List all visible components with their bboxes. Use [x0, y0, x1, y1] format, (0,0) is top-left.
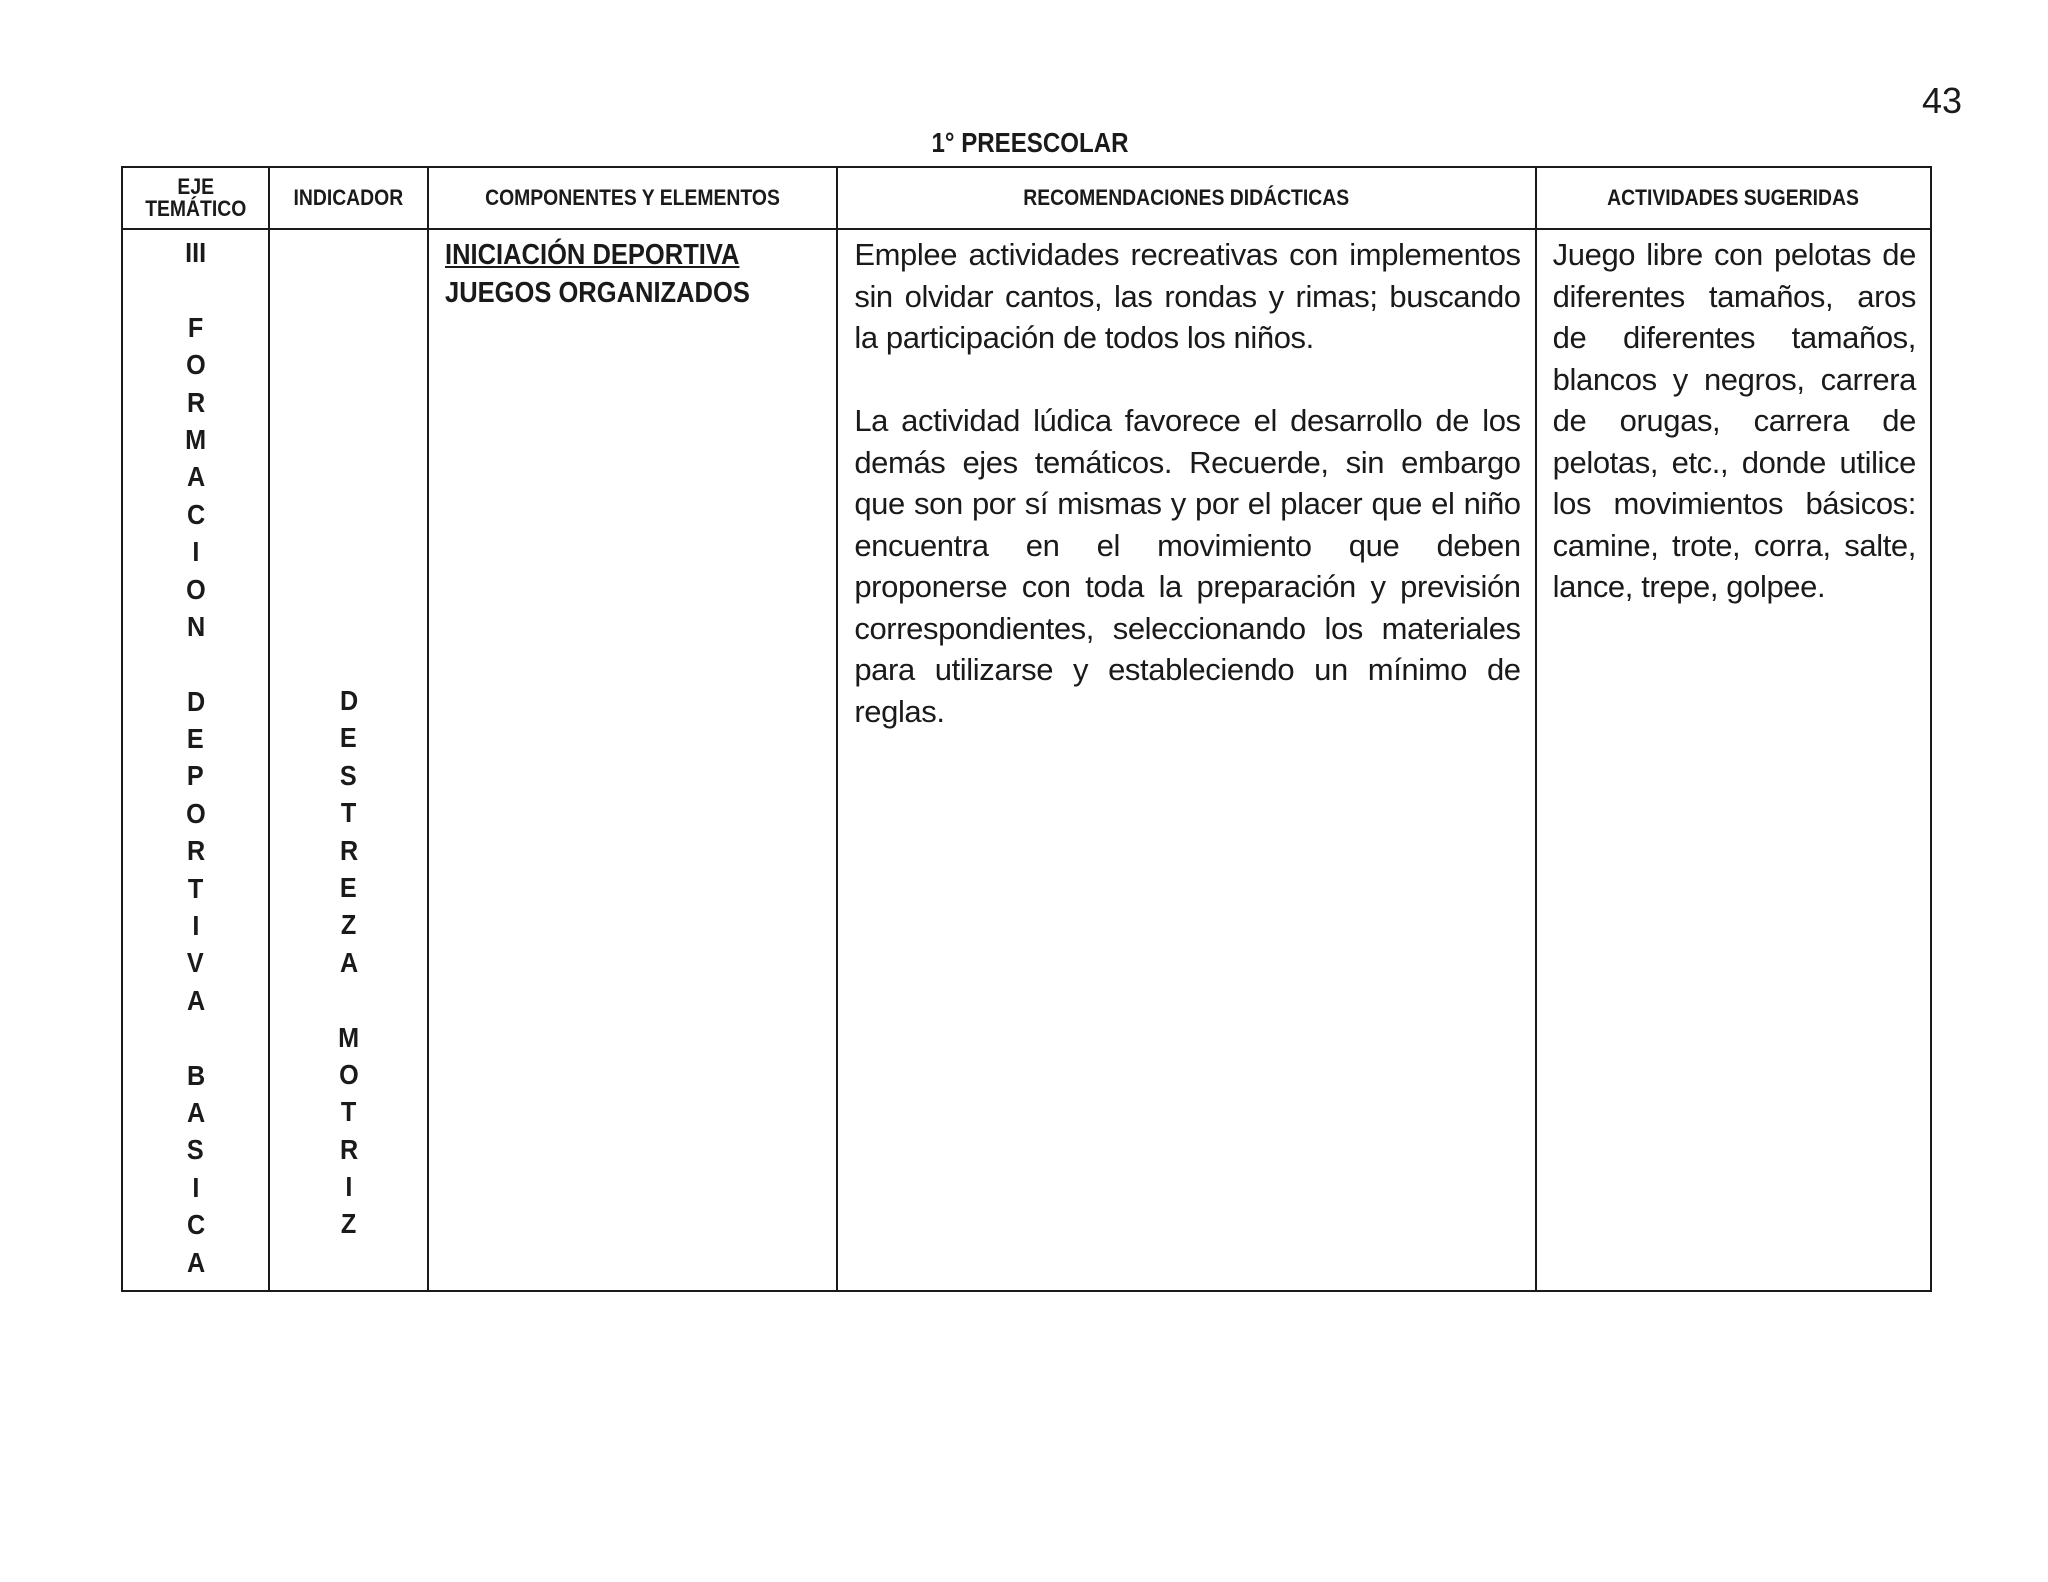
componente-iniciacion-deportiva: INICIACIÓN DEPORTIVA: [445, 239, 740, 271]
recomendacion-paragraph-1: Emplee actividades recreativas con implementos sin olvidar cantos, las rondas y rimas; buscando la participación de todos los niños.: [854, 237, 1521, 355]
indicador-letter: Z: [341, 909, 357, 941]
eje-letter: [192, 271, 199, 308]
indicador-letter: E: [340, 722, 358, 754]
header-recomendaciones-label: RECOMENDACIONES DIDÁCTICAS: [1023, 185, 1350, 210]
actividades-cell: [1536, 229, 1931, 1291]
eje-letter: A: [186, 1096, 205, 1128]
indicador-letter: S: [340, 759, 358, 791]
eje-letter: [192, 1019, 199, 1056]
eje-letter: C: [186, 1209, 205, 1241]
recomendacion-paragraph-2: La actividad lúdica favorece el desarrollo de los demás ejes temáticos. Recuerde, sin embargo que son por sí mismas y por el placer que el niño encuentra en el movimiento que deben proponerse con toda la preparación y previsión correspondientes, seleccionando los materiales para utilizarse y estableciendo un mínimo de reglas.: [854, 403, 1521, 729]
indicador-letter: E: [340, 871, 358, 903]
indicador-letter: T: [341, 1096, 357, 1128]
eje-letter: A: [186, 984, 205, 1016]
indicador-letter: [345, 981, 352, 1018]
header-indicador-label: INDICADOR: [293, 185, 404, 210]
eje-letter: N: [186, 610, 205, 642]
indicador-letter: A: [339, 946, 358, 978]
eje-tematico-cell: [122, 229, 269, 1291]
actividades-paragraph: Juego libre con pelotas de diferentes tamaños, aros de diferentes tamaños, blancos y negros, carrera de orugas, carrera de pelotas, etc., donde utilice los movimientos básicos: camine, trote, corra, salte, lance, trepe, golpee.: [1552, 237, 1916, 604]
eje-letter: O: [185, 349, 206, 381]
eje-letter: F: [188, 311, 204, 343]
header-componentes: [428, 167, 837, 229]
eje-letter: R: [186, 386, 205, 418]
eje-letter: I: [192, 910, 200, 942]
header-componentes-label: COMPONENTES Y ELEMENTOS: [485, 185, 781, 210]
eje-letter: [192, 645, 199, 682]
eje-tematico-vertical-text: [123, 230, 268, 1281]
indicador-letter: O: [338, 1058, 359, 1090]
header-indicador: [269, 167, 428, 229]
recomendaciones-cell: [837, 229, 1535, 1291]
indicador-cell: [269, 229, 428, 1291]
componente-juegos-organizados: JUEGOS ORGANIZADOS: [445, 277, 750, 309]
eje-letter: R: [186, 835, 205, 867]
header-eje-tematico: [122, 167, 269, 229]
eje-letter: B: [186, 1059, 205, 1091]
eje-letter: I: [192, 536, 200, 568]
eje-letter: S: [187, 1134, 205, 1166]
eje-letter: A: [186, 461, 205, 493]
eje-letter: V: [187, 947, 205, 979]
eje-letter: O: [185, 797, 206, 829]
componentes-cell: [428, 229, 837, 1291]
eje-letter: III: [185, 237, 207, 268]
curriculum-table: [121, 166, 1932, 1292]
eje-letter: T: [188, 872, 204, 904]
indicador-letter: D: [339, 685, 358, 716]
header-eje-line2: TEMÁTICO: [145, 196, 247, 221]
indicador-letter: I: [345, 1171, 353, 1203]
header-actividades: [1536, 167, 1931, 229]
indicador-letter: T: [341, 797, 357, 829]
eje-letter: M: [185, 423, 207, 455]
header-row: [122, 167, 1931, 229]
indicador-letter: M: [338, 1021, 360, 1053]
eje-letter: C: [186, 498, 205, 530]
header-recomendaciones: [837, 167, 1535, 229]
content-row: [122, 229, 1931, 1291]
eje-letter: D: [186, 685, 205, 717]
header-eje-line1: EJE: [177, 174, 215, 199]
eje-letter: O: [185, 573, 206, 605]
page-title: 1° PREESCOLAR: [931, 127, 1129, 158]
header-actividades-label: ACTIVIDADES SUGERIDAS: [1607, 185, 1860, 210]
indicador-vertical-text: [270, 230, 427, 1243]
eje-letter: A: [186, 1246, 205, 1278]
eje-letter: E: [187, 723, 205, 755]
indicador-letter: R: [339, 834, 358, 866]
eje-letter: P: [187, 760, 205, 792]
page-number: 43: [1921, 80, 1962, 121]
indicador-letter: Z: [341, 1208, 357, 1240]
eje-letter: I: [192, 1171, 200, 1203]
indicador-letter: R: [339, 1133, 358, 1165]
